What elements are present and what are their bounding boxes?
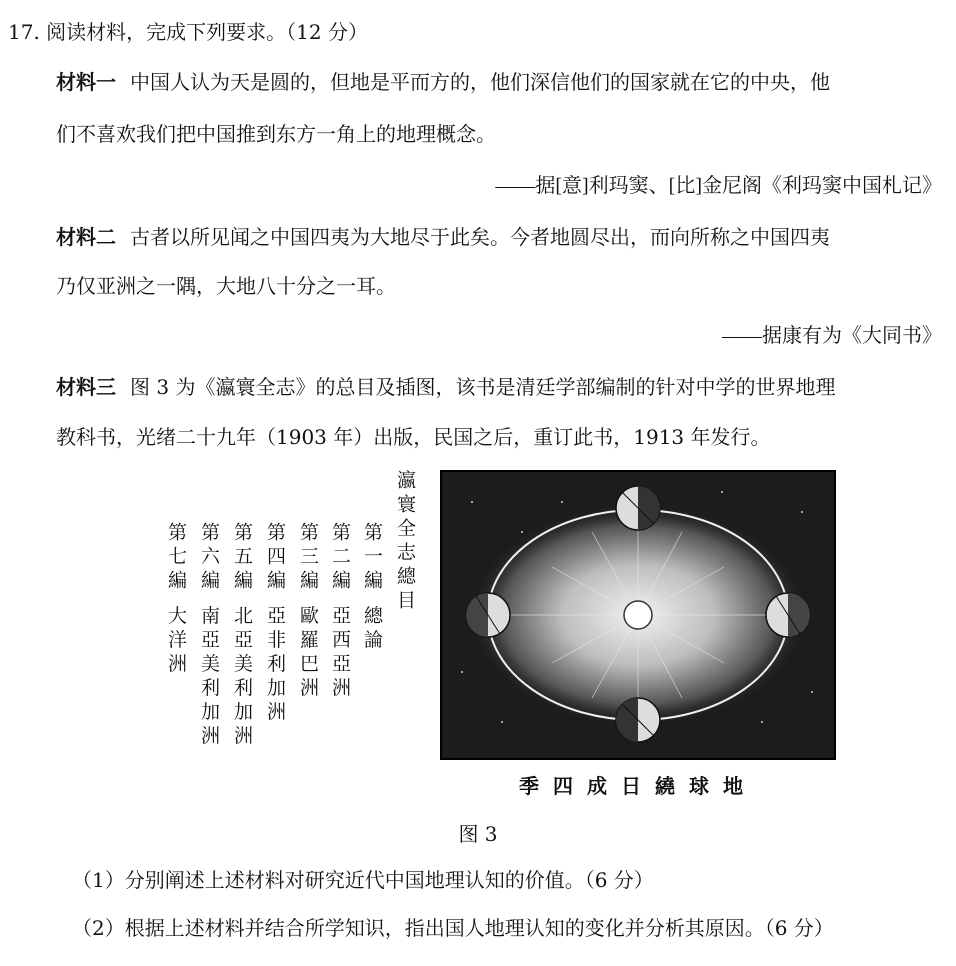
material-2-label: 材料二 — [56, 225, 116, 249]
toc-column-5: 第五編 北亞美利加洲 — [231, 522, 253, 750]
sub-question-2: （2）根据上述材料并结合所学知识，指出国人地理认知的变化并分析其原因。（6 分） — [72, 916, 834, 940]
earth-orbit-illustration — [440, 470, 836, 760]
material-3-text-1: 图 3 为《瀛寰全志》的总目及插图，该书是清廷学部编制的针对中学的世界地理 — [130, 375, 836, 399]
toc-column-2: 第二編 亞西亞洲 — [329, 522, 351, 702]
material-1-label: 材料一 — [56, 70, 116, 94]
toc-column-7: 第七編 大洋洲 — [165, 522, 187, 678]
sub-question-1: （1）分别阐述上述材料对研究近代中国地理认知的价值。（6 分） — [72, 868, 654, 892]
material-3-label: 材料三 — [56, 375, 116, 399]
material-2-line-2: 乃仅亚洲之一隅，大地八十分之一耳。 — [56, 274, 396, 298]
material-3-line-2: 教科书，光绪二十九年（1903 年）出版，民国之后，重订此书，1913 年发行。 — [56, 425, 771, 449]
material-3-line-1 — [56, 375, 835, 399]
toc-column-3: 第三編 歐羅巴洲 — [297, 522, 319, 702]
material-2-source: ——据康有为《大同书》 — [722, 325, 942, 347]
illustration-caption: 季四成日繞球地 — [519, 774, 757, 798]
toc-column-1: 第一編 總論 — [361, 522, 383, 654]
earth-left — [466, 593, 510, 637]
sun — [624, 601, 652, 629]
toc-column-6: 第六編 南亞美利加洲 — [198, 522, 220, 750]
material-1-line-2: 们不喜欢我们把中国推到东方一角上的地理概念。 — [56, 122, 496, 146]
earth-right — [766, 593, 810, 637]
toc-title: 瀛寰全志總目 — [394, 470, 416, 614]
material-1-line-1 — [56, 70, 830, 94]
material-1-text-1: 中国人认为天是圆的，但地是平而方的，他们深信他们的国家就在它的中央，他 — [130, 70, 830, 94]
figure-label: 图 3 — [458, 822, 498, 846]
earth-bottom — [616, 698, 660, 742]
material-2-line-1 — [56, 225, 830, 249]
toc-column-4: 第四編 亞非利加洲 — [264, 522, 286, 726]
material-1-source: ——据[意]利玛窦、[比]金尼阁《利玛窦中国札记》 — [495, 175, 942, 197]
orbit-diagram-svg — [442, 472, 834, 758]
material-2-text-1: 古者以所见闻之中国四夷为大地尽于此矣。今者地圆尽出，而向所称之中国四夷 — [130, 225, 830, 249]
question-header: 17. 阅读材料，完成下列要求。（12 分） — [8, 20, 368, 44]
earth-top — [616, 486, 660, 530]
